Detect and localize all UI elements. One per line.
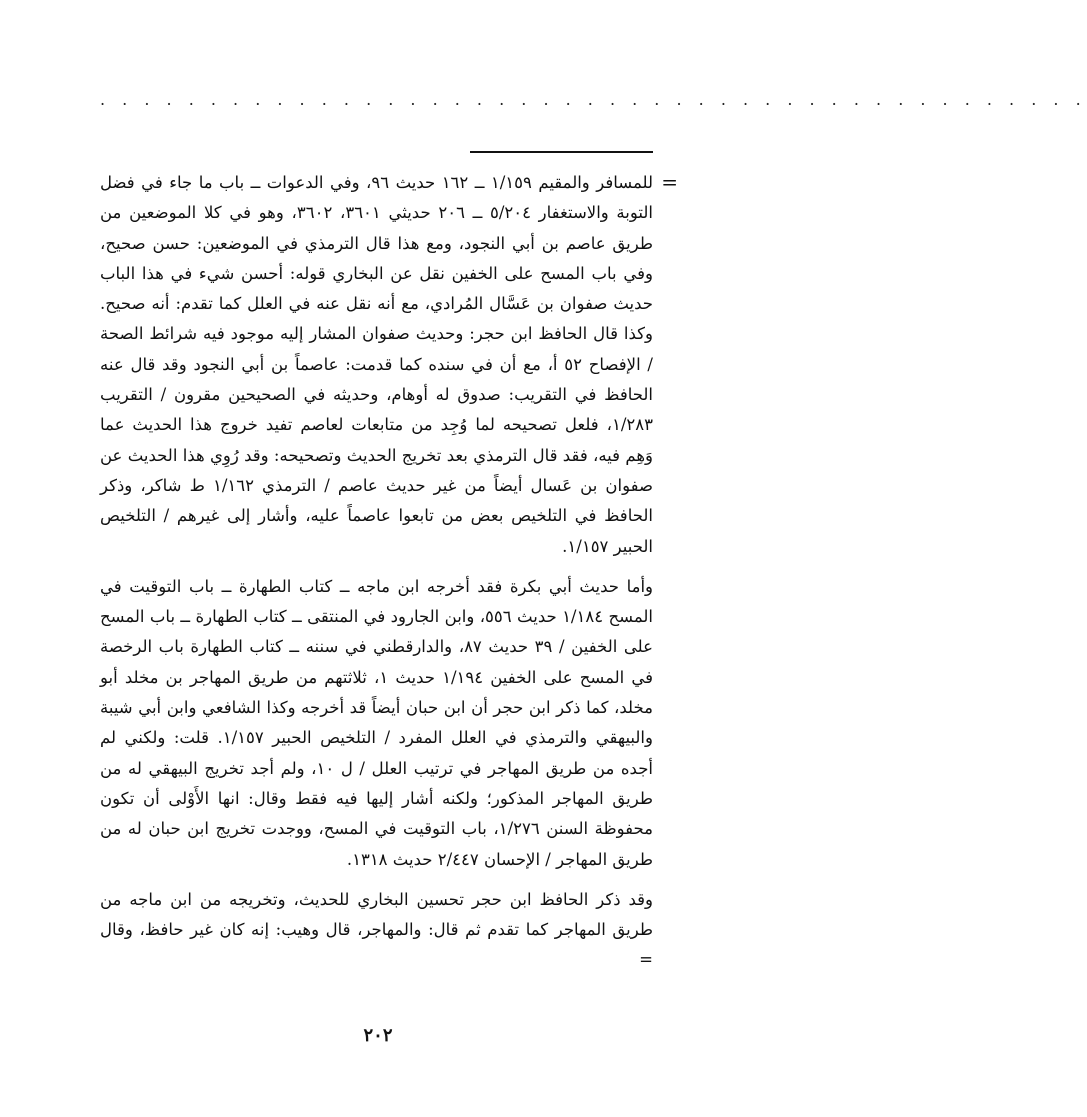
- footnote-rule: [470, 151, 653, 153]
- paragraph-2: وأما حديث أبي بكرة فقد أخرجه ابن ماجه ــ كتاب الطهارة ــ باب التوقيت في المسح ١/١٨٤ حديث ٥٥٦، وابن الجارود في المنتقى ــ كتاب الطهارة ــ باب المسح على الخفين / ٣٩ حديث ٨٧، والدارقطني في سننه ــ كتاب الطهارة باب الرخصة في المسح على الخفين ١/١٩٤ حديث ١، ثلاثتهم من طريق المهاجر بن مخلد أبو مخلد، كما ذكر ابن حجر أن ابن حبان أيضاً قد أخرجه وكذا الشافعي وابن أبي شيبة والبيهقي والترمذي في العلل المفرد / التلخيص الحبير ١/١٥٧. قلت: ولكني لم أجده من طريق المهاجر في ترتيب العلل / ل ١٠، ولم أجد تخريج البيهقي له من طريق المهاجر المذكور؛ ولكنه أشار إليها فيه فقط وقال: انها الأَوْلى أن تكون محفوظة السنن ١/٢٧٦، باب التوقيت في المسح، ووجدت تخريج ابن حبان له من طريق المهاجر / الإحسان ٢/٤٤٧ حديث ١٣١٨.: [100, 576, 653, 869]
- footnote-text: [100, 168, 653, 976]
- separator-dots: . . . . . . . . . . . . . . . . . . . . . . . . . . . . . . . . . . . . . . . . . . . . .: [100, 90, 1087, 109]
- paragraph-3: وقد ذكر الحافظ ابن حجر تحسين البخاري للحديث، وتخريجه من ابن ماجه من طريق المهاجر كما تقدم ثم قال: والمهاجر، قال وهيب: إنه كان غير حافظ، وقال =: [100, 889, 653, 970]
- page-number: ٢٠٢: [363, 1025, 393, 1046]
- continuation-mark: =: [661, 170, 678, 194]
- paragraph-1: للمسافر والمقيم ١/١٥٩ ــ ١٦٢ حديث ٩٦، وفي الدعوات ــ باب ما جاء في فضل التوبة والاستغفار ٥/٢٠٤ ــ ٢٠٦ حديثي ٣٦٠١، ٣٦٠٢، وهو في كلا الموضعين من طريق عاصم بن أبي النجود، ومع هذا قال الترمذي في الموضعين: حسن صحيح، وفي باب المسح على الخفين نقل عن البخاري قوله: أحسن شيء في هذا الباب حديث صفوان بن عَسَّال المُرادي، مع أنه نقل عنه في العلل كما تقدم: أنه صحيح. وكذا قال الحافظ ابن حجر: وحديث صفوان المشار إليه موجود فيه شرائط الصحة / الإفصاح ٥٢ أ، مع أن في سنده كما قدمت: عاصماً بن أبي النجود وقد قال عنه الحافظ في التقريب: صدوق له أوهام، وحديثه في الصحيحين مقرون / التقريب ١/٢٨٣، فلعل تصحيحه لما وُجِد من متابعات لعاصم تفيد خروج هذا الحديث عما وَهِم فيه، فقد قال الترمذي بعد تخريج الحديث وتصحيحه: وقد رُوِي هذا الحديث عن صفوان بن عَسال أيضاً من غير حديث عاصم / الترمذي ١/١٦٢ ط شاكر، وذكر الحافظ في التلخيص بعض من تابعوا عاصماً عليه، وأشار إلى غيرهم / التلخيص الحبير ١/١٥٧.: [100, 173, 654, 556]
